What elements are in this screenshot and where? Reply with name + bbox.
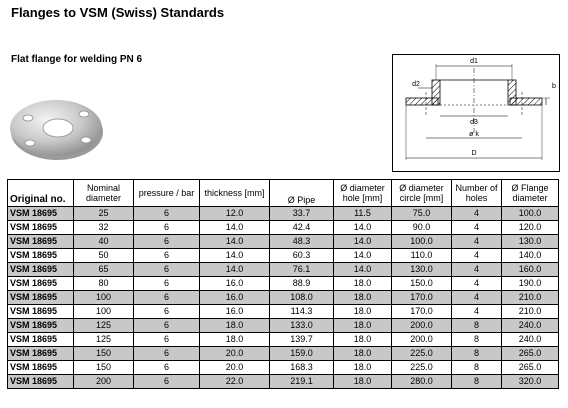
table-cell: 11.5 [334, 207, 392, 221]
table-cell: 170.0 [392, 305, 452, 319]
table-cell: 20.0 [200, 361, 270, 375]
table-cell: 108.0 [270, 291, 334, 305]
table-cell: 16.0 [200, 305, 270, 319]
table-cell: 14.0 [334, 249, 392, 263]
table-cell: 4 [452, 291, 502, 305]
flange-photo [8, 88, 104, 164]
table-cell: 200 [74, 375, 134, 389]
header-circle-diameter: Ø diameter circle [mm] [392, 180, 452, 207]
table-cell: VSM 18695 [8, 361, 74, 375]
table-cell: 18.0 [200, 319, 270, 333]
table-cell: 139.7 [270, 333, 334, 347]
table-cell: 6 [134, 291, 200, 305]
table-cell: 133.0 [270, 319, 334, 333]
table-row [8, 305, 559, 319]
table-row [8, 263, 559, 277]
table-cell: 50 [74, 249, 134, 263]
table-row [8, 235, 559, 249]
table-cell: 88.9 [270, 277, 334, 291]
table-cell: 6 [134, 347, 200, 361]
label-D: D [471, 150, 477, 157]
table-cell: 76.1 [270, 263, 334, 277]
table-cell: 225.0 [392, 347, 452, 361]
header-pressure: pressure / bar [134, 180, 200, 207]
table-cell: 159.0 [270, 347, 334, 361]
table-cell: 6 [134, 235, 200, 249]
table-cell: 210.0 [502, 305, 559, 319]
table-cell: VSM 18695 [8, 249, 74, 263]
table-cell: 265.0 [502, 361, 559, 375]
table-cell: 8 [452, 375, 502, 389]
table-cell: 168.3 [270, 361, 334, 375]
table-cell: 14.0 [334, 263, 392, 277]
table-row [8, 207, 559, 221]
label-k: ø k [469, 131, 479, 138]
table-cell: 6 [134, 305, 200, 319]
table-cell: 32 [74, 221, 134, 235]
table-row [8, 361, 559, 375]
table-cell: 4 [452, 235, 502, 249]
table-cell: 150 [74, 361, 134, 375]
table-cell: VSM 18695 [8, 375, 74, 389]
table-cell: 6 [134, 249, 200, 263]
table-cell: 25 [74, 207, 134, 221]
table-row [8, 277, 559, 291]
label-d1: d1 [470, 58, 478, 65]
table-cell: 18.0 [200, 333, 270, 347]
table-cell: 110.0 [392, 249, 452, 263]
table-cell: 6 [134, 263, 200, 277]
table-cell: VSM 18695 [8, 207, 74, 221]
product-subtitle: Flat flange for welding PN 6 [11, 54, 143, 65]
table-cell: 125 [74, 333, 134, 347]
header-nominal-diameter: Nominal diameter [74, 180, 134, 207]
table-cell: 100 [74, 305, 134, 319]
table-cell: VSM 18695 [8, 277, 74, 291]
flange-spec-table [7, 179, 559, 389]
table-cell: 125 [74, 319, 134, 333]
table-cell: VSM 18695 [8, 263, 74, 277]
table-cell: 100.0 [502, 207, 559, 221]
table-cell: VSM 18695 [8, 291, 74, 305]
table-cell: 240.0 [502, 319, 559, 333]
table-cell: 18.0 [334, 291, 392, 305]
table-row [8, 347, 559, 361]
table-cell: 8 [452, 319, 502, 333]
table-cell: 320.0 [502, 375, 559, 389]
table-cell: 265.0 [502, 347, 559, 361]
table-cell: VSM 18695 [8, 347, 74, 361]
header-flange-diameter: Ø Flange diameter [502, 180, 559, 207]
table-cell: VSM 18695 [8, 235, 74, 249]
table-cell: 18.0 [334, 277, 392, 291]
table-cell: 240.0 [502, 333, 559, 347]
table-cell: 6 [134, 361, 200, 375]
table-cell: 210.0 [502, 291, 559, 305]
table-cell: 200.0 [392, 319, 452, 333]
table-cell: 120.0 [502, 221, 559, 235]
table-cell: 18.0 [334, 319, 392, 333]
table-cell: 8 [452, 347, 502, 361]
header-thickness: thickness [mm] [200, 180, 270, 207]
table-cell: 6 [134, 221, 200, 235]
table-row [8, 291, 559, 305]
table-row [8, 221, 559, 235]
table-cell: 18.0 [334, 347, 392, 361]
table-cell: 160.0 [502, 263, 559, 277]
header-original-no: Original no. [8, 180, 74, 207]
header-pipe: Ø Pipe [270, 180, 334, 207]
table-cell: 190.0 [502, 277, 559, 291]
table-cell: 130.0 [502, 235, 559, 249]
table-cell: 4 [452, 207, 502, 221]
table-cell: 60.3 [270, 249, 334, 263]
table-cell: 12.0 [200, 207, 270, 221]
table-cell: 6 [134, 333, 200, 347]
table-cell: 4 [452, 305, 502, 319]
table-cell: 4 [452, 277, 502, 291]
table-cell: 150 [74, 347, 134, 361]
header-hole-diameter: Ø diameter hole [mm] [334, 180, 392, 207]
table-cell: 4 [452, 221, 502, 235]
table-cell: 48.3 [270, 235, 334, 249]
header-number-of-holes: Number of holes [452, 180, 502, 207]
table-cell: 4 [452, 263, 502, 277]
table-cell: 219.1 [270, 375, 334, 389]
table-cell: 18.0 [334, 333, 392, 347]
page-title: Flanges to VSM (Swiss) Standards [11, 5, 225, 20]
label-b: b [552, 83, 556, 90]
table-cell: 75.0 [392, 207, 452, 221]
table-cell: 33.7 [270, 207, 334, 221]
table-cell: 80 [74, 277, 134, 291]
table-cell: 6 [134, 375, 200, 389]
table-row [8, 375, 559, 389]
table-cell: 114.3 [270, 305, 334, 319]
table-cell: 16.0 [200, 277, 270, 291]
table-cell: 100.0 [392, 235, 452, 249]
table-cell: 150.0 [392, 277, 452, 291]
table-cell: 225.0 [392, 361, 452, 375]
table-cell: VSM 18695 [8, 221, 74, 235]
table-cell: 20.0 [200, 347, 270, 361]
table-cell: 18.0 [334, 305, 392, 319]
table-cell: 6 [134, 319, 200, 333]
table-row [8, 333, 559, 347]
table-cell: 8 [452, 361, 502, 375]
table-cell: 42.4 [270, 221, 334, 235]
table-cell: 14.0 [200, 235, 270, 249]
table-cell: VSM 18695 [8, 333, 74, 347]
table-cell: 90.0 [392, 221, 452, 235]
table-cell: 200.0 [392, 333, 452, 347]
label-d2: d2 [412, 81, 420, 88]
table-row [8, 319, 559, 333]
table-cell: 18.0 [334, 361, 392, 375]
table-cell: VSM 18695 [8, 305, 74, 319]
table-cell: 40 [74, 235, 134, 249]
table-cell: 18.0 [334, 375, 392, 389]
table-cell: 14.0 [334, 235, 392, 249]
table-cell: 14.0 [200, 221, 270, 235]
table-header-row [8, 180, 559, 207]
table-cell: 4 [452, 249, 502, 263]
table-cell: 14.0 [200, 249, 270, 263]
label-d3: d3 [470, 119, 478, 126]
table-cell: VSM 18695 [8, 319, 74, 333]
table-cell: 22.0 [200, 375, 270, 389]
table-cell: 16.0 [200, 291, 270, 305]
table-cell: 280.0 [392, 375, 452, 389]
table-cell: 14.0 [334, 221, 392, 235]
table-cell: 8 [452, 333, 502, 347]
table-cell: 14.0 [200, 263, 270, 277]
table-cell: 140.0 [502, 249, 559, 263]
table-cell: 130.0 [392, 263, 452, 277]
table-cell: 100 [74, 291, 134, 305]
flange-technical-drawing [392, 54, 560, 172]
table-cell: 65 [74, 263, 134, 277]
table-row [8, 249, 559, 263]
table-cell: 170.0 [392, 291, 452, 305]
table-cell: 6 [134, 207, 200, 221]
table-cell: 6 [134, 277, 200, 291]
